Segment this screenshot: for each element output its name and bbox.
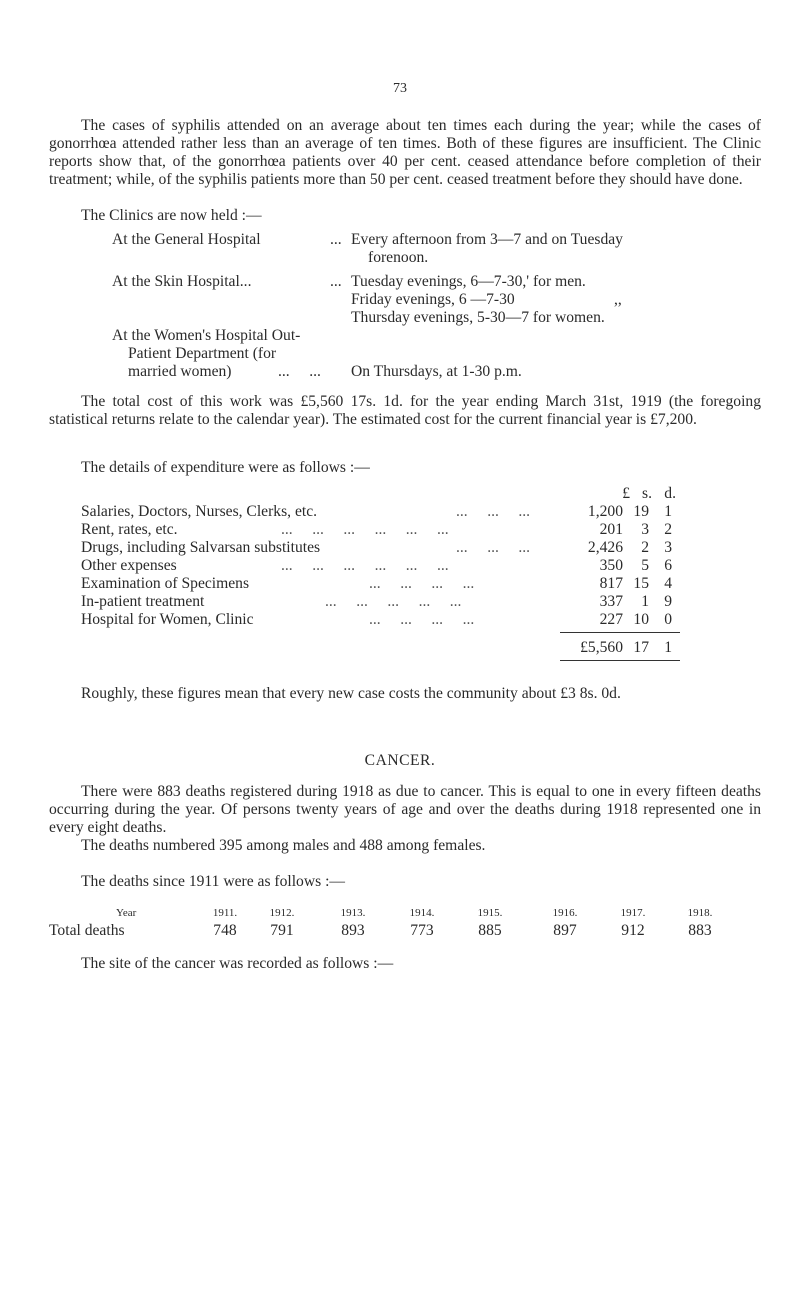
item-label: In-patient treatment: [81, 593, 205, 610]
item-label: Salaries, Doctors, Nurses, Clerks, etc.: [81, 503, 318, 520]
item-pence: 4: [664, 575, 672, 592]
womens-hospital-place-3: married women): [128, 363, 232, 380]
skin-hospital-dots: ...: [330, 273, 342, 290]
item-shillings: 3: [641, 521, 649, 538]
skin-hospital-place: At the Skin Hospital...: [112, 273, 252, 290]
deaths-cell: 912: [621, 922, 645, 939]
item-label: Examination of Specimens: [81, 575, 250, 592]
item-dots: ... ... ... ...: [369, 575, 475, 592]
skin-hospital-ditto: ,,: [614, 291, 622, 308]
item-pounds: 201: [599, 521, 623, 538]
deaths-cell: 773: [410, 922, 434, 939]
header-pence: d.: [664, 485, 676, 502]
item-label: Drugs, including Salvarsan substitutes: [81, 539, 321, 556]
item-dots: ... ... ... ... ... ...: [281, 521, 449, 538]
item-dots: ... ... ... ... ...: [325, 593, 462, 610]
item-pounds: 337: [599, 593, 623, 610]
item-label: Other expenses: [81, 557, 177, 574]
item-label: Hospital for Women, Clinic: [81, 611, 254, 628]
general-hospital-dots: ...: [330, 231, 342, 248]
total-rule-bottom: [560, 660, 680, 661]
syphilis-paragraph: The cases of syphilis attended on an average about ten times each during the year; while the cases of gonorrhœa attended rather less than an average of ten times. Both of these figures are insufficient. The Clinic reports show that, of the gonorrhœa patients over 40 per cent. ceased attendance before completion of their treatment; while, of the syphilis patients more than 50 per cent. ceased treatment before they should have done.: [49, 117, 761, 188]
cancer-paragraph-2: The deaths numbered 395 among males and 488 among females.: [81, 837, 486, 854]
year-cell: 1915.: [477, 907, 503, 919]
deaths-row-label: Total deaths: [49, 922, 125, 939]
item-shillings: 15: [633, 575, 649, 592]
deaths-cell: 748: [213, 922, 237, 939]
item-pounds: 227: [599, 611, 623, 628]
deaths-cell: 893: [341, 922, 365, 939]
item-dots: ... ... ... ...: [369, 611, 475, 628]
cancer-paragraph-1: There were 883 deaths registered during 1918 as due to cancer. This is equal to one in every fifteen deaths occurring during the year. Of persons twenty years of age and over the deaths during 1918 represented one in every eight deaths.: [49, 783, 761, 836]
year-cell: 1911.: [212, 907, 238, 919]
general-hospital-times-2: forenoon.: [368, 249, 429, 266]
page-number: 73: [393, 81, 407, 96]
general-hospital-times-1: Every afternoon from 3—7 and on Tuesday: [351, 231, 623, 248]
item-shillings: 10: [633, 611, 649, 628]
year-cell: 1913.: [340, 907, 366, 919]
site-intro: The site of the cancer was recorded as follows :—: [81, 955, 394, 972]
total-rule-top: [560, 632, 680, 633]
item-dots: ... ... ...: [456, 503, 531, 520]
item-pounds: 817: [599, 575, 623, 592]
womens-hospital-dots: ... ...: [278, 363, 321, 380]
item-pence: 0: [664, 611, 672, 628]
item-shillings: 19: [633, 503, 649, 520]
deaths-cell: 883: [688, 922, 712, 939]
item-pence: 6: [664, 557, 672, 574]
womens-hospital-times: On Thursdays, at 1-30 p.m.: [351, 363, 522, 380]
item-pounds: 2,426: [587, 539, 623, 556]
general-hospital-place: At the General Hospital: [112, 231, 261, 248]
skin-hospital-times-3: Thursday evenings, 5-30—7 for women.: [351, 309, 605, 326]
year-row-label: Year: [116, 907, 137, 919]
womens-hospital-place-1: At the Women's Hospital Out-: [112, 327, 301, 344]
deaths-since-intro: The deaths since 1911 were as follows :—: [81, 873, 346, 890]
item-pence: 3: [664, 539, 672, 556]
item-dots: ... ... ... ... ... ...: [281, 557, 449, 574]
item-pounds: 350: [599, 557, 623, 574]
roughly-paragraph: Roughly, these figures mean that every new case costs the community about £3 8s. 0d.: [81, 685, 621, 702]
header-pounds: £: [622, 485, 630, 502]
year-cell: 1916.: [552, 907, 578, 919]
total-pence: 1: [664, 639, 672, 656]
deaths-cell: 885: [478, 922, 502, 939]
skin-hospital-times-2: Friday evenings, 6 —7-30: [351, 291, 515, 308]
year-cell: 1914.: [409, 907, 435, 919]
header-shillings: s.: [642, 485, 652, 502]
cost-paragraph: The total cost of this work was £5,560 17s. 1d. for the year ending March 31st, 1919 (the foregoing statistical returns relate to the calendar year). The estimated cost for the current financial year is £7,200.: [49, 393, 761, 428]
item-dots: ... ... ...: [456, 539, 531, 556]
year-cell: 1918.: [687, 907, 713, 919]
item-label: Rent, rates, etc.: [81, 521, 178, 538]
deaths-cell: 897: [553, 922, 577, 939]
item-shillings: 1: [641, 593, 649, 610]
clinics-intro: The Clinics are now held :—: [81, 207, 262, 224]
deaths-cell: 791: [270, 922, 294, 939]
item-pounds: 1,200: [587, 503, 623, 520]
skin-hospital-times-1: Tuesday evenings, 6—7-30,' for men.: [351, 273, 586, 290]
year-cell: 1917.: [620, 907, 646, 919]
item-pence: 2: [664, 521, 672, 538]
expenditure-intro: The details of expenditure were as follows :—: [81, 459, 370, 476]
item-pence: 1: [664, 503, 672, 520]
item-shillings: 2: [641, 539, 649, 556]
cancer-heading: CANCER.: [364, 752, 436, 769]
item-pence: 9: [664, 593, 672, 610]
item-shillings: 5: [641, 557, 649, 574]
total-shillings: 17: [633, 639, 649, 656]
year-cell: 1912.: [269, 907, 295, 919]
womens-hospital-place-2: Patient Department (for: [128, 345, 277, 362]
total-pounds: £5,560: [580, 639, 623, 656]
